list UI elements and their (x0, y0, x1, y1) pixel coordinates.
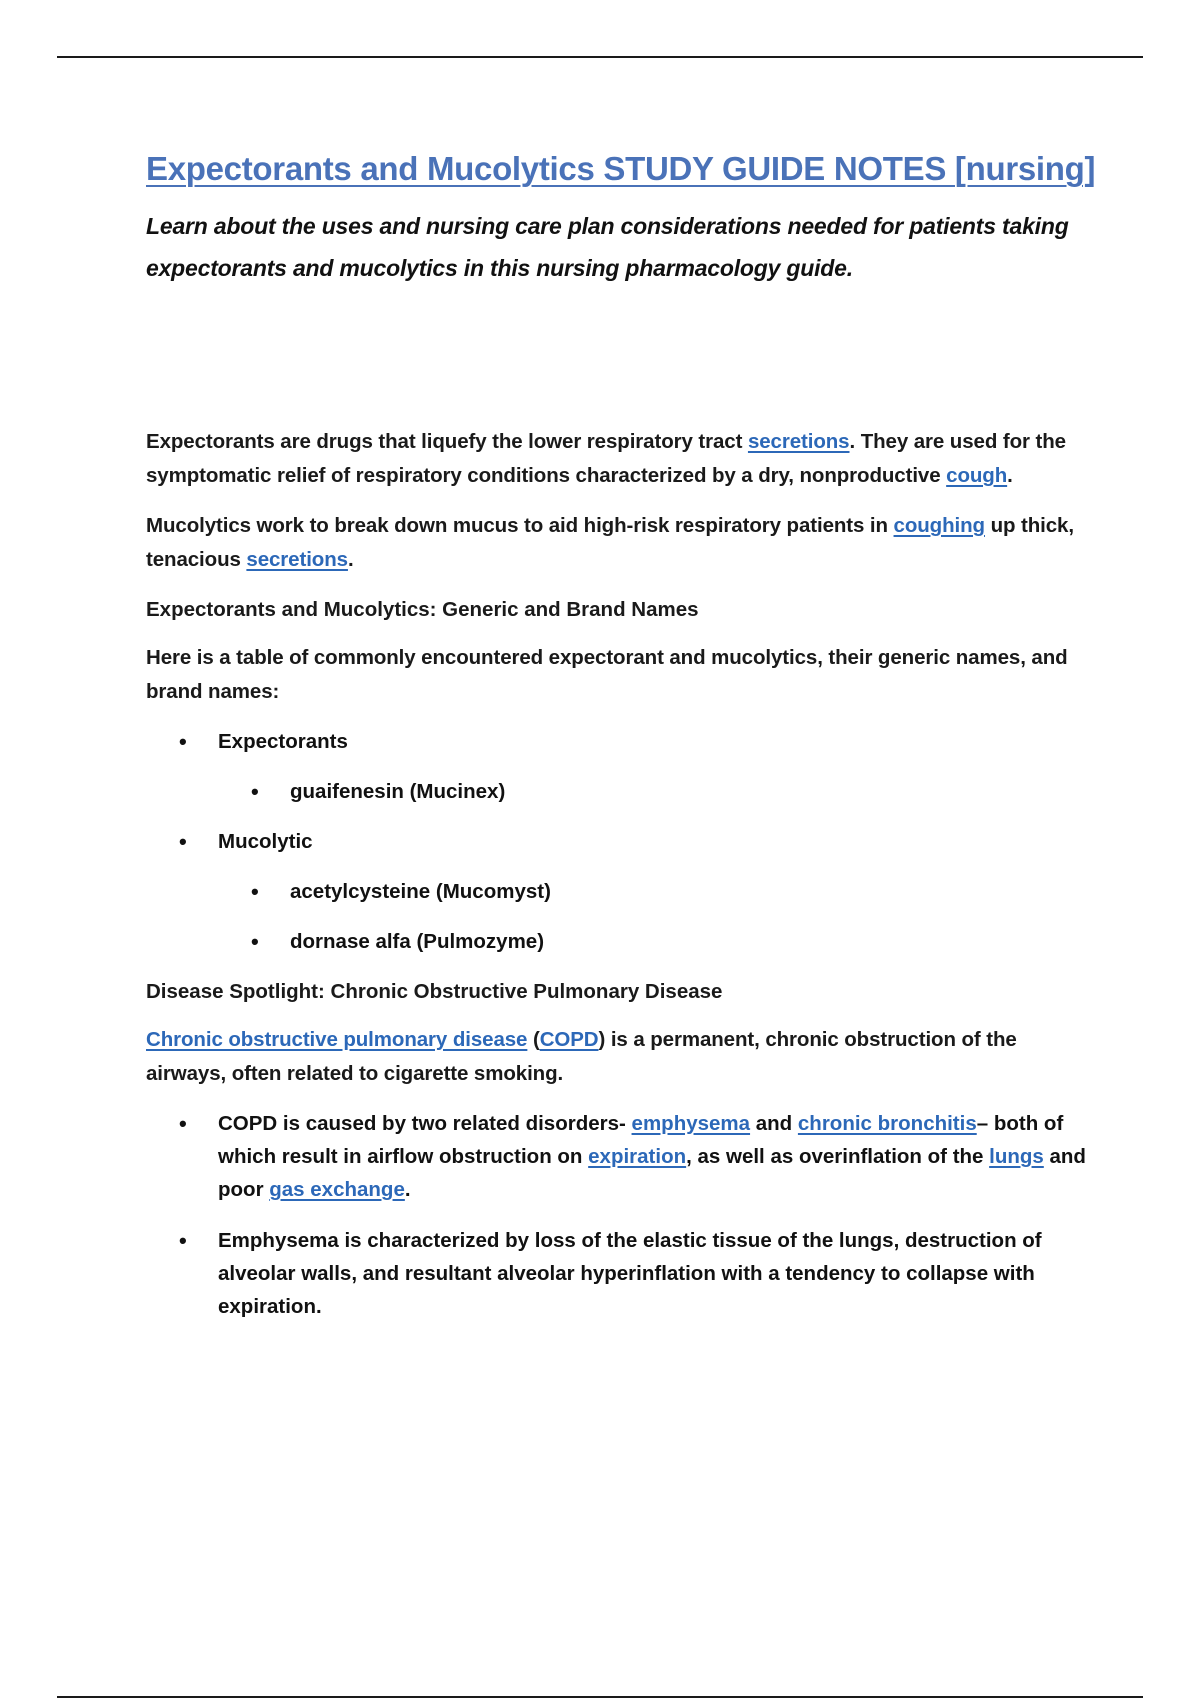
mucolytic-sublist (218, 875, 1096, 959)
text: ) is a permanent, chronic obstruction of the airways, often related to cigarette smoking. (146, 1028, 1017, 1085)
list-item-acetylcysteine: • acetylcysteine (Mucomyst) (146, 875, 1096, 909)
list-item-copd-causes (146, 1107, 1096, 1206)
list-item-mucolytic (146, 825, 1096, 959)
document-title[interactable]: Expectorants and Mucolytics STUDY GUIDE NOTES [nursing] (146, 150, 1096, 187)
link-chronic-bronchitis[interactable]: chronic bronchitis (797, 1112, 977, 1135)
text: – both of which result in airflow obstruction on (218, 1112, 1064, 1168)
link-coughing[interactable]: coughing (893, 514, 985, 537)
link-secretions[interactable]: secretions (747, 430, 850, 453)
list-item-guaifenesin: • guaifenesin (Mucinex) (146, 775, 1096, 809)
text: Expectorants are drugs that liquefy the lower respiratory tract (146, 430, 748, 453)
copd-list (146, 1107, 1096, 1323)
table-intro: Here is a table of commonly encountered expectorant and mucolytics, their generic names, and brand names: (146, 646, 1068, 703)
text: . (404, 1178, 411, 1201)
document-subtitle: Learn about the uses and nursing care plan considerations needed for patients taking expectorants and mucolytics in this nursing pharmacology guide. (146, 213, 1069, 281)
expectorants-definition (146, 425, 1096, 493)
list-item-emphysema: • Emphysema is characterized by loss of the elastic tissue of the lungs, destruction of alveolar walls, and resultant alveolar hyperinflation with a tendency to collapse with expiration. (146, 1224, 1096, 1323)
list-item-label: Mucolytic (218, 830, 313, 853)
text: and poor (218, 1145, 1086, 1201)
blank-space (146, 289, 1096, 425)
text: ( (527, 1028, 540, 1051)
text: Mucolytics work to break down mucus to aid high-risk respiratory patients in (146, 514, 894, 537)
link-expiration[interactable]: expiration (588, 1145, 687, 1168)
link-copd[interactable]: COPD (539, 1028, 599, 1051)
link-gas-exchange[interactable]: gas exchange (269, 1178, 405, 1201)
list-item-dornase: • dornase alfa (Pulmozyme) (146, 925, 1096, 959)
mucolytics-definition (146, 509, 1096, 577)
link-lungs[interactable]: lungs (989, 1145, 1044, 1168)
section-heading-copd: Disease Spotlight: Chronic Obstructive Pulmonary Disease (146, 980, 723, 1003)
link-emphysema[interactable]: emphysema (631, 1112, 751, 1135)
list-item-label: Expectorants (218, 730, 348, 753)
copd-definition (146, 1023, 1096, 1091)
drug-list (146, 725, 1096, 959)
text: . They are used for the symptomatic relief of respiratory conditions characterized by a dry, nonproductive (146, 430, 1066, 487)
list-item-expectorants (146, 725, 1096, 809)
document-body (146, 140, 1096, 1341)
top-rule (57, 56, 1143, 58)
text: . (1007, 464, 1013, 487)
section-heading-names: Expectorants and Mucolytics: Generic and Brand Names (146, 598, 699, 621)
text: . (347, 548, 354, 571)
text: and (750, 1112, 798, 1135)
text: COPD is caused by two related disorders- (218, 1112, 632, 1135)
link-copd-full[interactable]: Chronic obstructive pulmonary disease (146, 1028, 528, 1051)
bottom-rule (57, 1696, 1143, 1698)
text: up thick, tenacious (146, 514, 1074, 571)
link-cough[interactable]: cough (946, 464, 1008, 487)
expectorant-sublist (218, 775, 1096, 809)
link-secretions-2[interactable]: secretions (246, 548, 348, 571)
text: , as well as overinflation of the (686, 1145, 990, 1168)
